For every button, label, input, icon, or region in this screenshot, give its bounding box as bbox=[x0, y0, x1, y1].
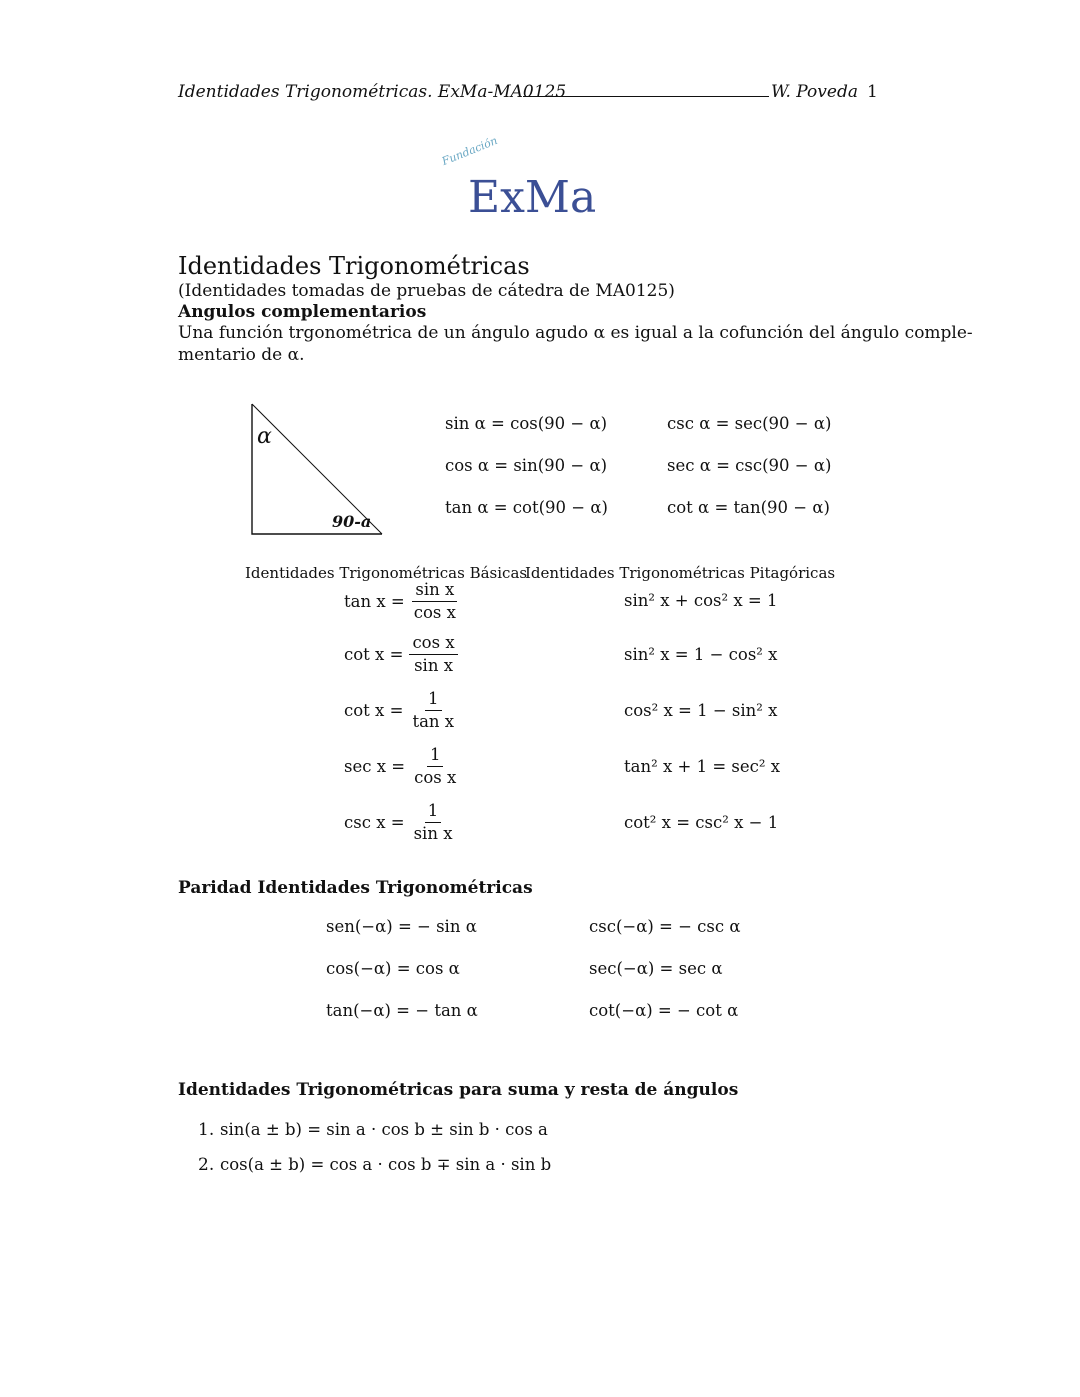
pythagorean-identity: sin² x + cos² x = 1 bbox=[624, 591, 778, 610]
paragraph-line-2: mentario de α. bbox=[178, 345, 305, 365]
basic-identity-lhs: sec x = bbox=[344, 757, 406, 776]
logo-faint-text: Fundación bbox=[440, 133, 500, 169]
basic-identity-row bbox=[344, 801, 456, 844]
pythagorean-identity: cos² x = 1 − sin² x bbox=[624, 701, 778, 720]
list-item-number: 1. bbox=[198, 1120, 215, 1140]
pythagorean-identity: cot² x = csc² x − 1 bbox=[624, 813, 779, 832]
parity-identity: cos(−α) = cos α bbox=[326, 959, 460, 978]
parity-identity: sec(−α) = sec α bbox=[589, 959, 723, 978]
basic-identity-row bbox=[344, 633, 458, 676]
fraction bbox=[411, 745, 459, 788]
basic-identity-lhs: tan x = bbox=[344, 592, 405, 611]
complementary-identity: csc α = sec(90 − α) bbox=[667, 414, 832, 433]
header-rule bbox=[523, 83, 769, 97]
complementary-identity: cot α = tan(90 − α) bbox=[667, 498, 830, 517]
fraction bbox=[411, 580, 459, 623]
complementary-identity: cos α = sin(90 − α) bbox=[445, 456, 608, 475]
fraction-denominator: tan x bbox=[412, 712, 455, 731]
section-heading-sum-difference: Identidades Trigonométricas para suma y resta de ángulos bbox=[178, 1080, 739, 1100]
fraction-numerator: cos x bbox=[409, 633, 457, 655]
fraction bbox=[409, 689, 457, 732]
basic-identity-lhs: csc x = bbox=[344, 813, 405, 832]
fraction-denominator: sin x bbox=[413, 824, 453, 843]
paragraph-line-1: Una función trgonométrica de un ángulo agudo α es igual a la cofunción del ángulo comple- bbox=[178, 323, 973, 343]
fraction-numerator: 1 bbox=[427, 745, 444, 767]
pythagorean-identity: tan² x + 1 = sec² x bbox=[624, 757, 781, 776]
parity-identity: tan(−α) = − tan α bbox=[326, 1001, 478, 1020]
parity-identity: sen(−α) = − sin α bbox=[326, 917, 477, 936]
sum-identity: sin(a ± b) = sin a · cos b ± sin b · cos a bbox=[220, 1120, 548, 1139]
complementary-identity: sin α = cos(90 − α) bbox=[445, 414, 608, 433]
section-heading-parity: Paridad Identidades Trigonométricas bbox=[178, 878, 533, 898]
page-title: Identidades Trigonométricas bbox=[178, 252, 530, 280]
fraction-numerator: 1 bbox=[425, 689, 442, 711]
triangle-angle-complement-label: 90-a bbox=[332, 512, 372, 531]
pythagorean-identities-heading: Identidades Trigonométricas Pitagóricas bbox=[525, 564, 836, 582]
fraction bbox=[411, 801, 456, 844]
logo-main-text: ExMa bbox=[468, 172, 597, 223]
fraction-denominator: cos x bbox=[413, 603, 456, 622]
fraction-denominator: sin x bbox=[414, 656, 453, 675]
fraction-numerator: 1 bbox=[425, 801, 442, 823]
basic-identities-heading: Identidades Trigonométricas Básicas bbox=[245, 564, 528, 582]
fraction-numerator: sin x bbox=[412, 580, 457, 602]
exma-logo bbox=[438, 133, 618, 230]
complementary-identity: sec α = csc(90 − α) bbox=[667, 456, 832, 475]
complementary-identity: tan α = cot(90 − α) bbox=[445, 498, 608, 517]
parity-identity: csc(−α) = − csc α bbox=[589, 917, 741, 936]
pythagorean-identity: sin² x = 1 − cos² x bbox=[624, 645, 778, 664]
page-number: 1 bbox=[867, 82, 878, 102]
running-header-author: W. Poveda bbox=[771, 82, 858, 102]
basic-identity-row bbox=[344, 745, 459, 788]
triangle-angle-alpha-label: α bbox=[257, 424, 272, 449]
parity-identity: cot(−α) = − cot α bbox=[589, 1001, 739, 1020]
basic-identity-row bbox=[344, 580, 459, 623]
running-header-title: Identidades Trigonométricas. ExMa-MA0125 bbox=[178, 82, 567, 102]
fraction bbox=[409, 633, 457, 676]
list-item-number: 2. bbox=[198, 1155, 215, 1175]
fraction-denominator: cos x bbox=[414, 768, 457, 787]
section-heading-complementary: Angulos complementarios bbox=[178, 302, 427, 322]
basic-identity-lhs: cot x = bbox=[344, 701, 404, 720]
basic-identity-row bbox=[344, 689, 457, 732]
sum-identity: cos(a ± b) = cos a · cos b ∓ sin a · sin b bbox=[220, 1155, 552, 1174]
basic-identity-lhs: cot x = bbox=[344, 645, 404, 664]
subtitle: (Identidades tomadas de pruebas de cátedra de MA0125) bbox=[178, 281, 675, 301]
